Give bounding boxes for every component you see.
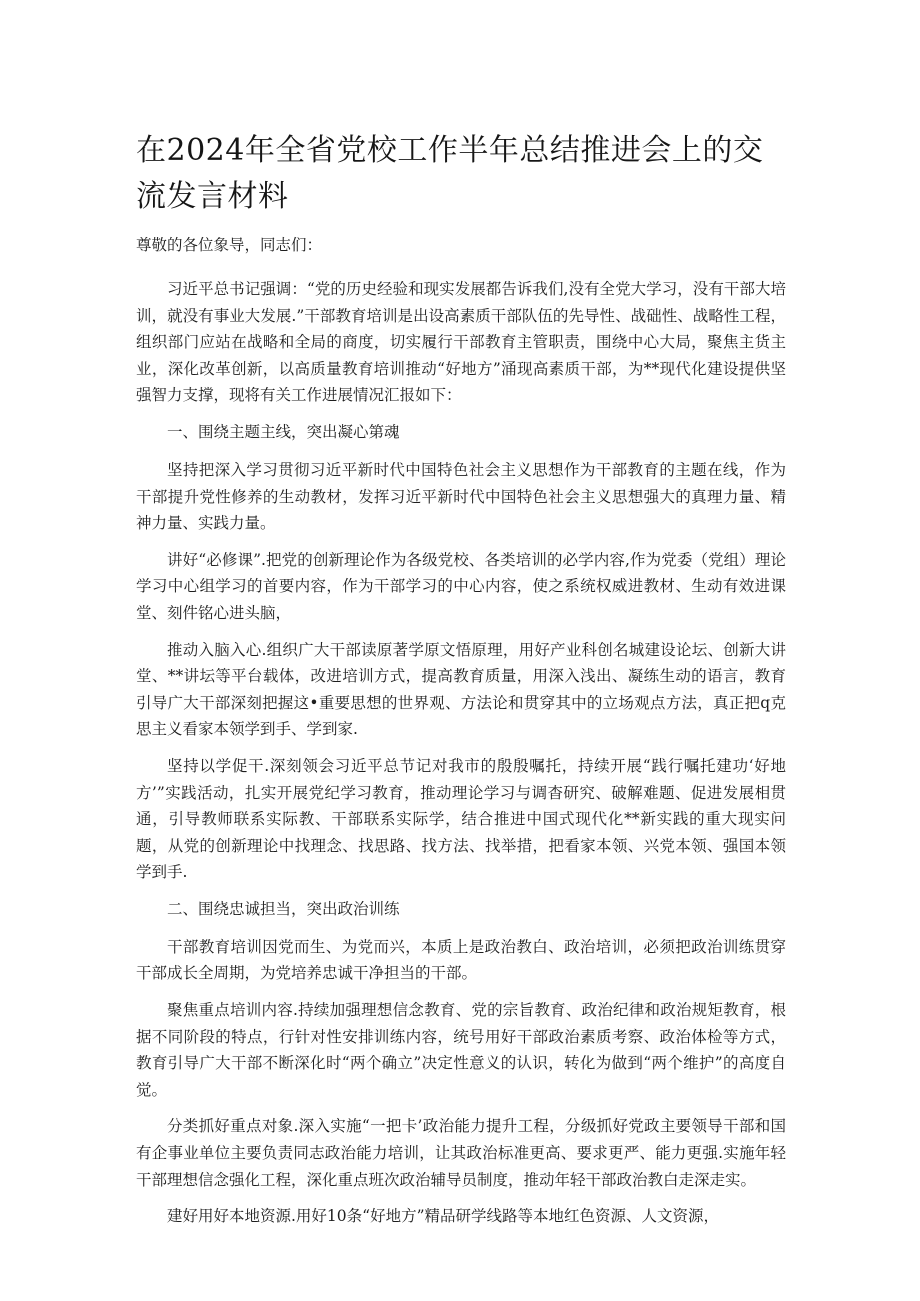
document-title: 在2024年全省党校工作半年总结推进会上的交流发言材料 bbox=[136, 133, 764, 214]
salutation: 尊敬的各位象导，同志们： bbox=[136, 236, 323, 254]
paragraph: 讲好“必修课”.把党的创新理论作为各级党校、各类培训的必学内容,作为党委（党组）理论学习中心组学习的首要内容，作为干部学习的中心内容，使之系统权威进教材、生动有效进课堂、刻件铭心进头脑， bbox=[136, 550, 786, 622]
paragraph: 分类抓好重点对象.深入实施“一把卡’政治能力提升工程，分级抓好党政主要领导干部和国有企事业单位主要负责同志政治能力培训，让其政治标准更高、要求更严、能力更强.实施年轻干部理想信念强化工程，深化重点班次政治辅导员制度，推动年轻干部政治教白走深走实。 bbox=[136, 1117, 786, 1189]
section-heading-2: 二、围绕忠诚担当，突出政治训练 bbox=[167, 899, 400, 918]
section-heading-1: 一、围绕主题主线，突出凝心第魂 bbox=[167, 422, 400, 441]
paragraph: 聚焦重点培训内容.持续加强理想信念教育、党的宗旨教育、政治纪律和政治规矩教育，根据不同阶段的特点，行针对性安排训练内容，统号用好干部政治素质考察、政治体检等方式，教育引导广大干部不断深化时“两个确立”决定性意义的认识，转化为做到“两个维护”的高度自觉。 bbox=[136, 1001, 786, 1099]
paragraph-intro: 习近平总书记强调：“党的历史经验和现实发展都告诉我们,没有全党大学习，没有干部大培训，就没有事业大发展.”干部教育培训是出设高素质干部队伍的先导性、战础性、战略性工程，组织部门应站在战略和全局的商度，切实履行干部教育主管职责，围绕中心大局，聚焦主货主业，深化改革创新，以高质量教育培训推动“好地方”涌现高素质干部，为**现代化建设提供坚强智力支撑，现将有关工作进展情况汇报如下： bbox=[136, 280, 786, 405]
document-body bbox=[136, 232, 786, 1240]
paragraph: 坚持以学促干.深刻领会习近平总节记对我市的殷殷嘱托，持续开展“践行嘱托建功‘好地方’”实践活动，扎实开展党纪学习教育，推动理论学习与调杳研究、破解难题、促进发展相贯通，引导教师联系实际教、干部联系实际学，结合推进中国式现代化**新实践的重大现实问题，从党的创新理论中找理念、找思路、找方法、找举措，把看家本领、兴党本领、强国本领学到手. bbox=[136, 756, 786, 882]
paragraph: 建好用好本地资源.用好10条“好地方”精品研学线路等本地红色资源、人文资源， bbox=[167, 1207, 720, 1226]
paragraph: 坚持把深入学习贯彻习近平新时代中国特色社会主义思想作为干部教育的主题在线，作为干部提升党性修养的生动教材，发挥习近平新时代中国特色社会主义思想强大的真理力量、精神力量、实践力量。 bbox=[136, 460, 786, 533]
paragraph: 干部教育培训因党而生、为党而兴，本质上是政治教白、政治培训，必须把政治训练贯穿干部成长全周期，为党培养忠诚干净担当的干部。 bbox=[136, 937, 786, 983]
paragraph: 推动入脑入心.组织广大干部读原著学原文悟原理，用好产业科创名城建设论坛、创新大讲堂、**讲坛等平台载体，改进培训方式，提高教育质量，用深入浅出、凝练生动的语言，教育引导广大干部深刻把握这•重要思想的世界观、方法论和贯穿其中的立场观点方法，真正把q克思主义看家本领学到手、学到家. bbox=[136, 640, 786, 739]
